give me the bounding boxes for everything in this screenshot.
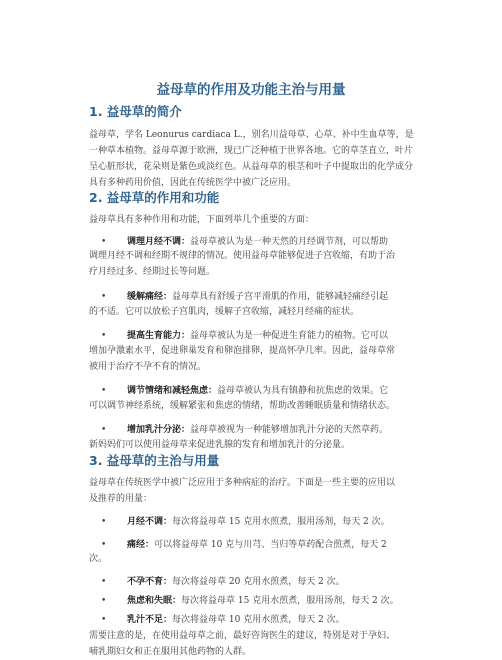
section-heading-usage: 3. 益母草的主治与用量 [89, 453, 220, 468]
bullet: • [101, 540, 107, 550]
item-text: 每次将益母草 15 克用水煎煮，服用汤剂，每天 2 次。 [172, 517, 390, 527]
item-text: 每次将益母草 20 克用水煎煮，每天 2 次。 [172, 577, 345, 587]
item-text: 益母草被认为具有镇静和抗焦虑的效果。它 [217, 386, 389, 396]
item-label: 调理月经不调： [127, 237, 191, 247]
item-continuation: 增加孕激素水平，促进卵巢发育和卵泡排卵，提高怀孕几率。因此，益母草常 [89, 346, 396, 356]
item-label: 提高生育能力： [127, 331, 191, 341]
list-item [101, 514, 471, 530]
item-label: 焦虑和失眠： [127, 596, 182, 606]
item-label: 调节情绪和减轻焦虑： [127, 386, 218, 396]
bullet: • [101, 386, 107, 396]
bullet: • [101, 425, 107, 435]
bullet: • [101, 596, 107, 606]
item-label: 不孕不育： [127, 577, 173, 587]
item-label: 乳汁不足： [127, 615, 173, 625]
item-label: 痛经： [127, 540, 155, 550]
page-title: 益母草的作用及功能主治与用量 [156, 82, 346, 98]
paragraph-line: 呈心脏形状，花朵则是紫色或淡红色。从益母草的根茎和叶子中提取出的化学成分 [89, 162, 414, 172]
item-label: 月经不调： [127, 517, 173, 527]
list-item [101, 289, 471, 305]
item-continuation: 的不适。它可以放松子宫肌肉，缓解子宫收缩，减轻月经痛的症状。 [89, 307, 360, 317]
section-intro: 及推荐的用量： [89, 494, 153, 504]
paragraph-line: 一种草本植物。益母草源于欧洲，现已广泛种植于世界各地。它的草茎直立，叶片 [89, 146, 414, 156]
item-text: 益母草被认为是一种天然的月经调节剂，可以帮助 [190, 237, 389, 247]
item-label: 增加乳汁分泌： [127, 425, 191, 435]
item-label: 缓解痛经： [127, 292, 173, 302]
item-continuation: 疗月经过多、经期过长等问题。 [89, 267, 216, 277]
list-item [101, 612, 471, 628]
item-continuation: 可以调节神经系统，缓解紧张和焦虑的情绪，帮助改善睡眠质量和情绪状态。 [89, 401, 396, 411]
paragraph-line: 具有多种药用价值，因此在传统医学中被广泛应用。 [89, 178, 297, 188]
closing-note: 哺乳期妇女和正在服用其他药物的人群。 [89, 647, 252, 657]
bullet: • [101, 577, 107, 587]
item-text: 益母草被认为是一种促进生育能力的植物。它可以 [190, 331, 389, 341]
item-continuation: 次。 [89, 554, 108, 564]
bullet: • [101, 292, 107, 302]
item-continuation: 调理月经不调和经期不规律的情况。使用益母草能够促进子宫收缩，有助于治 [89, 251, 396, 261]
item-text: 益母草被视为一种能够增加乳汁分泌的天然草药。 [190, 425, 389, 435]
section-intro: 益母草具有多种作用和功能，下面列举几个重要的方面： [89, 215, 315, 225]
item-continuation: 新妈妈们可以使用益母草来促进乳腺的发育和增加乳汁的分泌量。 [89, 440, 351, 450]
paragraph-line: 益母草，学名 Leonurus cardiaca L.，别名川益母草、心草、补中生血草等，是 [89, 130, 414, 140]
item-text: 可以将益母草 10 克与川芎、当归等草药配合煎煮，每天 2 [154, 540, 387, 550]
list-item [101, 574, 471, 590]
bullet: • [101, 331, 107, 341]
item-text: 益母草具有舒缓子宫平滑肌的作用，能够减轻痛经引起 [172, 292, 389, 302]
bullet: • [101, 237, 107, 247]
closing-note: 需要注意的是，在使用益母草之前，最好咨询医生的建议，特别是对于孕妇、 [89, 631, 396, 641]
list-item [101, 422, 471, 438]
bullet: • [101, 615, 107, 625]
item-text: 每次将益母草 10 克用水煎煮，每天 2 次。 [172, 615, 345, 625]
item-text: 每次将益母草 15 克用水煎煮，服用汤剂，每天 2 次。 [181, 596, 399, 606]
section-heading-functions: 2. 益母草的作用和功能 [89, 190, 220, 205]
section-intro: 益母草在传统医学中被广泛应用于多种病症的治疗。下面是一些主要的应用以 [89, 478, 396, 488]
list-item [101, 593, 471, 609]
section-heading-intro: 1. 益母草的简介 [89, 104, 182, 119]
list-item [101, 383, 471, 399]
list-item [101, 328, 471, 344]
bullet: • [101, 517, 107, 527]
item-continuation: 被用于治疗不孕不育的情况。 [89, 362, 207, 372]
